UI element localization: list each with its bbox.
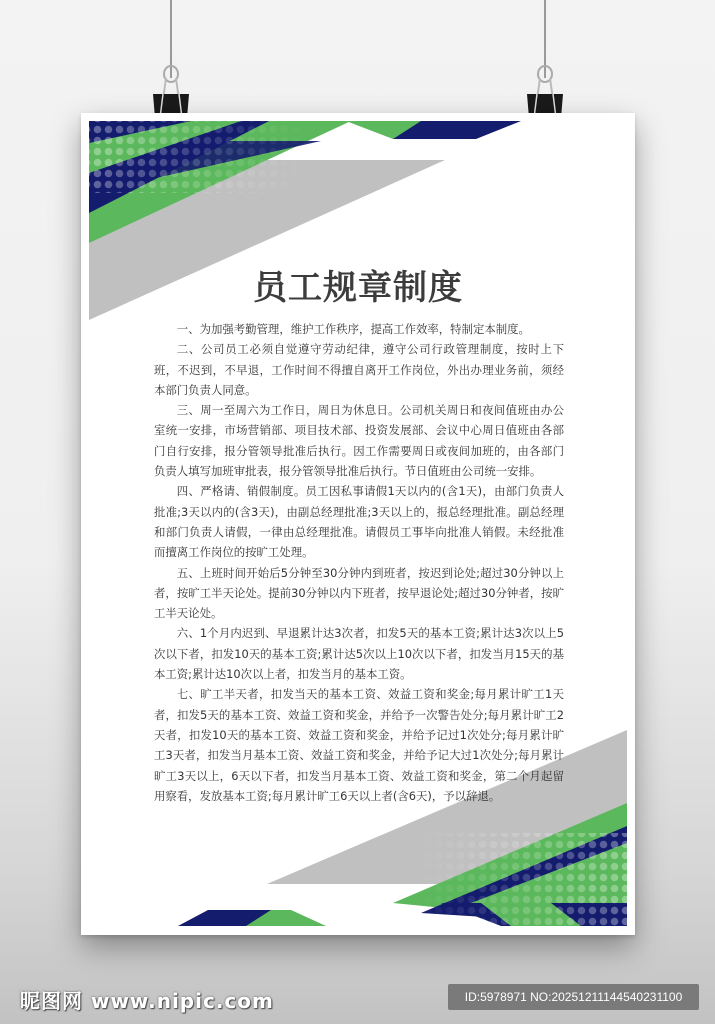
binder-clip-left-icon	[151, 60, 191, 120]
rule-paragraph-3: 三、周一至周六为工作日，周日为休息日。公司机关周日和夜间值班由办公室统一安排，市场营销部、项目技术部、投资发展部、会议中心周日值班由各部门自行安排，报分管领导批准后执行。因工作需要周日或夜间加班的，由各部门负责人填写加班审批表，报分管领导批准后执行。节日值班由公司统一安排。	[154, 403, 564, 479]
rules-body	[154, 319, 564, 806]
binder-clip-right-icon	[525, 60, 565, 120]
watermark-logo: 昵图网 www.nipic.com	[20, 989, 274, 1013]
rule-paragraph-5: 五、上班时间开始后5分钟至30分钟内到班者，按迟到论处;超过30分钟以上者，按旷工半天论处。提前30分钟以内下班者，按早退论处;超过30分钟者，按旷工半天论处。	[154, 565, 564, 621]
rule-paragraph-6: 六、1个月内迟到、早退累计达3次者，扣发5天的基本工资;累计达3次以上5次以下者，扣发10天的基本工资;累计达5次以上10次以下者，扣发当月15天的基本工资;累计达10次以上者，扣发当月的基本工资。	[154, 626, 564, 682]
rule-paragraph-2: 二、公司员工必须自觉遵守劳动纪律，遵守公司行政管理制度，按时上下班，不迟到，不早退，工作时间不得擅自离开工作岗位，外出办理业务前，须经本部门负责人同意。	[154, 342, 564, 397]
rule-paragraph-7: 七、旷工半天者，扣发当天的基本工资、效益工资和奖金;每月累计旷工1天者，扣发5天的基本工资、效益工资和奖金，并给予一次警告处分;每月累计旷工2天者，扣发10天的基本工资、效益工资和奖金，并给予记过1次处分;每月累计旷工3天者，扣发当月基本工资、效益工资和奖金，并给予记大过1次处分;每月累计旷工3天以上，6天以下者，扣发当月基本工资、效益工资和奖金，第二个月起留用察看，发放基本工资;每月累计旷工6天以上者(含6天)，予以辞退。	[154, 687, 564, 803]
poster-sheet	[81, 113, 635, 935]
rule-paragraph-1: 一、为加强考勤管理，维护工作秩序，提高工作效率，特制定本制度。	[176, 322, 530, 336]
page-title: 员工规章制度	[253, 268, 463, 308]
watermark-id-badge: ID:5978971 NO:20251211144540231100	[448, 984, 699, 1010]
rule-paragraph-4: 四、严格请、销假制度。员工因私事请假1天以内的(含1天)，由部门负责人批准;3天以内的(含3天)，由副总经理批准;3天以上的，报总经理批准。副总经理和部门负责人请假，一律由总经理批准。请假员工事毕向批准人销假。未经批准而擅离工作岗位的按旷工处理。	[154, 484, 564, 560]
